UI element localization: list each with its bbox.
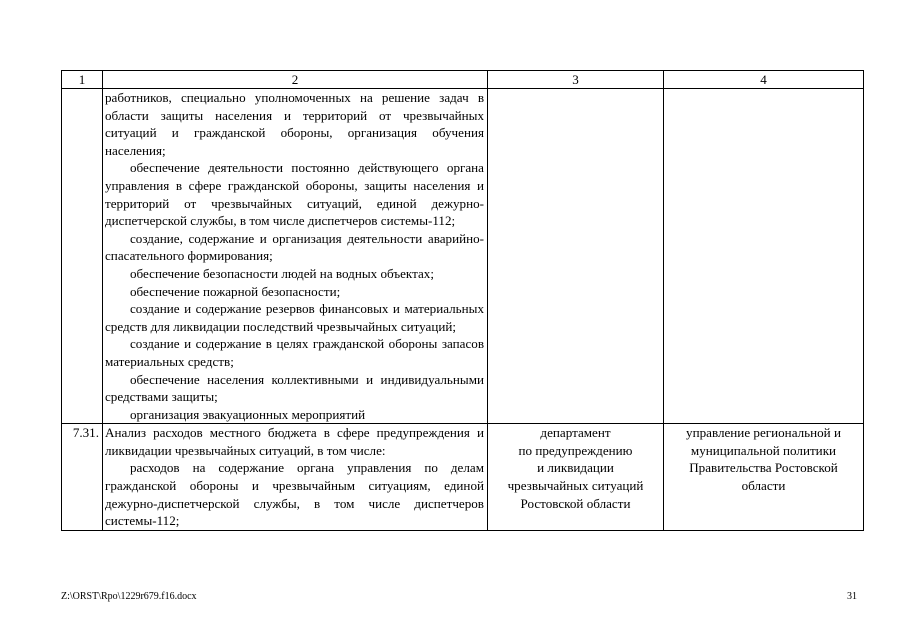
cell-line: Правительства Ростовской	[689, 460, 838, 476]
description-cell	[103, 89, 488, 424]
co-executor-cell	[664, 89, 864, 424]
header-cell-1: 1	[62, 71, 103, 89]
paragraph: Анализ расходов местного бюджета в сфере предупреждения и ликвидации чрезвычайных ситуаций, в том числе:	[105, 425, 484, 458]
paragraph: обеспечение пожарной безопасности;	[130, 283, 341, 299]
paragraph: расходов на содержание органа управления по делам гражданской обороны и чрезвычайным ситуациям, единой дежурно-диспетчерской службы, в том числе диспетчеров системы-112;	[105, 460, 484, 529]
cell-line: по предупреждению	[518, 442, 633, 458]
cell-line: управление региональной и	[686, 425, 841, 441]
row-number-cell: 7.31.	[62, 424, 103, 531]
cell-line: Ростовской области	[520, 495, 631, 511]
cell-line: и ликвидации	[537, 460, 614, 476]
co-executor-cell	[664, 424, 864, 531]
cell-line: чрезвычайных ситуаций	[507, 478, 644, 494]
document-table	[61, 70, 864, 531]
paragraph: обеспечение деятельности постоянно действующего органа управления в сфере гражданской обороны, защиты населения и территорий от чрезвычайных ситуаций, единой дежурно-диспетчерской службы, в том числе диспетчеров системы-112;	[105, 160, 484, 229]
responsible-body-cell	[488, 424, 664, 531]
paragraph: создание и содержание в целях гражданской обороны запасов материальных средств;	[105, 336, 484, 369]
description-cell	[103, 424, 488, 531]
paragraph: создание, содержание и организация деятельности аварийно-спасательного формирования;	[105, 230, 484, 264]
paragraph: обеспечение безопасности людей на водных объектах;	[130, 265, 434, 281]
table-row	[62, 89, 864, 424]
paragraph: обеспечение населения коллективными и индивидуальными средствами защиты;	[105, 371, 484, 405]
cell-line: области	[741, 478, 786, 494]
paragraph: создание и содержание резервов финансовых и материальных средств для ликвидации последствий чрезвычайных ситуаций;	[105, 301, 484, 334]
header-cell-3: 3	[488, 71, 664, 89]
cell-line: муниципальной политики	[690, 442, 837, 458]
paragraph: организация эвакуационных мероприятий	[130, 406, 366, 422]
footer-file-path: Z:\ORST\Rpo\1229r679.f16.docx	[61, 591, 197, 602]
table-row	[62, 424, 864, 531]
cell-line: департамент	[540, 425, 611, 441]
footer-page-number: 31	[847, 591, 857, 602]
responsible-body-cell	[488, 89, 664, 424]
header-cell-2: 2	[103, 71, 488, 89]
paragraph: работников, специально уполномоченных на решение задач в области защиты населения и территорий от чрезвычайных ситуаций и гражданской обороны, организация обучения населения;	[105, 90, 484, 158]
row-number-cell	[62, 89, 103, 424]
table-header-row	[62, 71, 864, 89]
header-cell-4: 4	[664, 71, 864, 89]
